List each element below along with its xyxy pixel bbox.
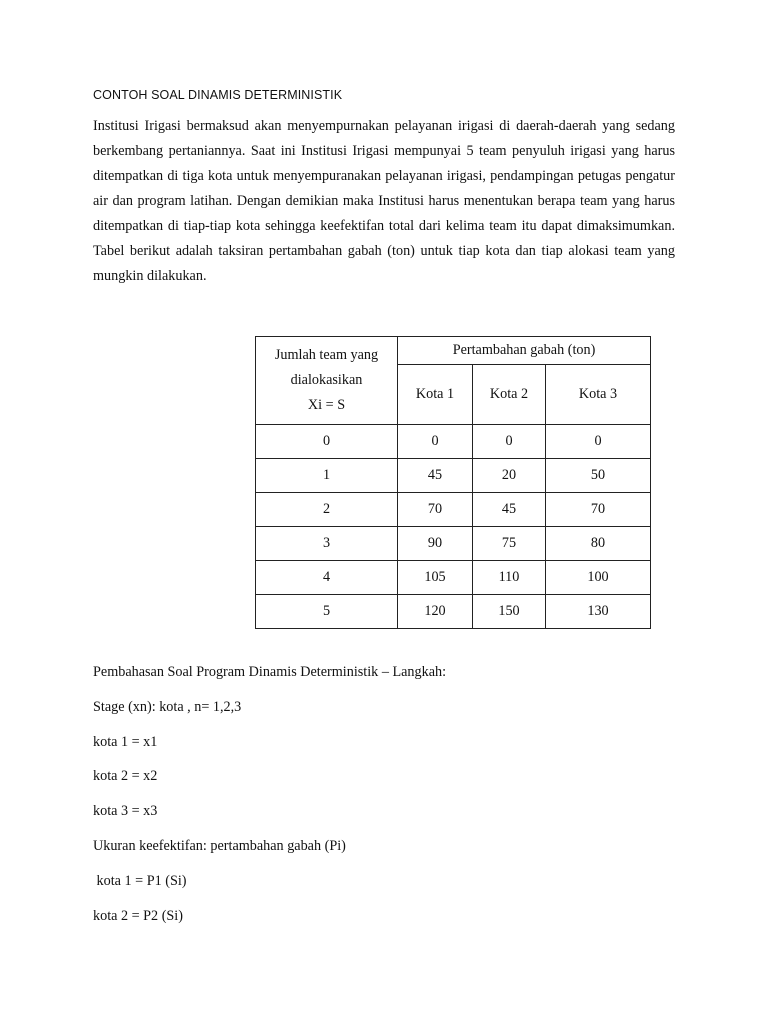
table-cell: 130 [546, 595, 651, 629]
table-cell: 70 [546, 493, 651, 527]
table-cell: 0 [398, 425, 473, 459]
kota2-line: kota 2 = x2 [93, 768, 158, 784]
kota3-line: kota 3 = x3 [93, 803, 158, 819]
table-row [256, 459, 651, 493]
table-cell: 1 [256, 459, 398, 493]
table-row [256, 527, 651, 561]
table-cell: 20 [473, 459, 546, 493]
table-cell: 90 [398, 527, 473, 561]
column-header: Kota 1 [398, 365, 473, 425]
table-cell: 50 [546, 459, 651, 493]
discussion-heading: Pembahasan Soal Program Dinamis Deterministik – Langkah: [93, 664, 447, 680]
kota1-line: kota 1 = x1 [93, 734, 158, 750]
table-cell: 4 [256, 561, 398, 595]
table-row [256, 595, 651, 629]
table-cell: 45 [473, 493, 546, 527]
table-cell: 5 [256, 595, 398, 629]
table-cell: 75 [473, 527, 546, 561]
table-cell: 0 [256, 425, 398, 459]
table-cell: 120 [398, 595, 473, 629]
stage-line: Stage (xn): kota , n= 1,2,3 [93, 699, 242, 715]
table-cell: 110 [473, 561, 546, 595]
intro-paragraph: Institusi Irigasi bermaksud akan menyempurnakan pelayanan irigasi di daerah-daerah yang sedang berkembang pertaniannya. Saat ini Institusi Irigasi mempunyai 5 team penyuluh irigasi yang harus ditempatkan di tiga kota untuk menyempuranakan pelayanan irigasi, pendampingan petugas pengatur air dan program latihan. Dengan demikian maka Institusi harus menentukan berapa team yang harus ditempatkan di tiap-tiap kota sehingga keefektifan total dari kelima team itu dapat dimaksimumkan. Tabel berikut adalah taksiran pertambahan gabah (ton) untuk tiap kota dan tiap alokasi team yang mungkin dilakukan. [93, 118, 675, 284]
yield-table [255, 336, 651, 629]
table-row [256, 561, 651, 595]
p2-line: kota 2 = P2 (Si) [93, 908, 183, 924]
table-cell: 0 [473, 425, 546, 459]
effectiveness-line: Ukuran keefektifan: pertambahan gabah (Pi) [93, 838, 346, 854]
table-cell: 105 [398, 561, 473, 595]
table-cell: 0 [546, 425, 651, 459]
table-cell: 45 [398, 459, 473, 493]
yield-group-header: Pertambahan gabah (ton) [398, 337, 651, 365]
table-cell: 100 [546, 561, 651, 595]
table-cell: 3 [256, 527, 398, 561]
table-cell: 2 [256, 493, 398, 527]
allocation-header: Jumlah team yang dialokasikan Xi = S [256, 337, 398, 425]
column-header: Kota 3 [546, 365, 651, 425]
document-title: CONTOH SOAL DINAMIS DETERMINISTIK [93, 88, 343, 102]
table-row [256, 425, 651, 459]
column-header: Kota 2 [473, 365, 546, 425]
table-cell: 80 [546, 527, 651, 561]
table-cell: 70 [398, 493, 473, 527]
p1-line: kota 1 = P1 (Si) [93, 873, 187, 889]
table-cell: 150 [473, 595, 546, 629]
table-row [256, 493, 651, 527]
